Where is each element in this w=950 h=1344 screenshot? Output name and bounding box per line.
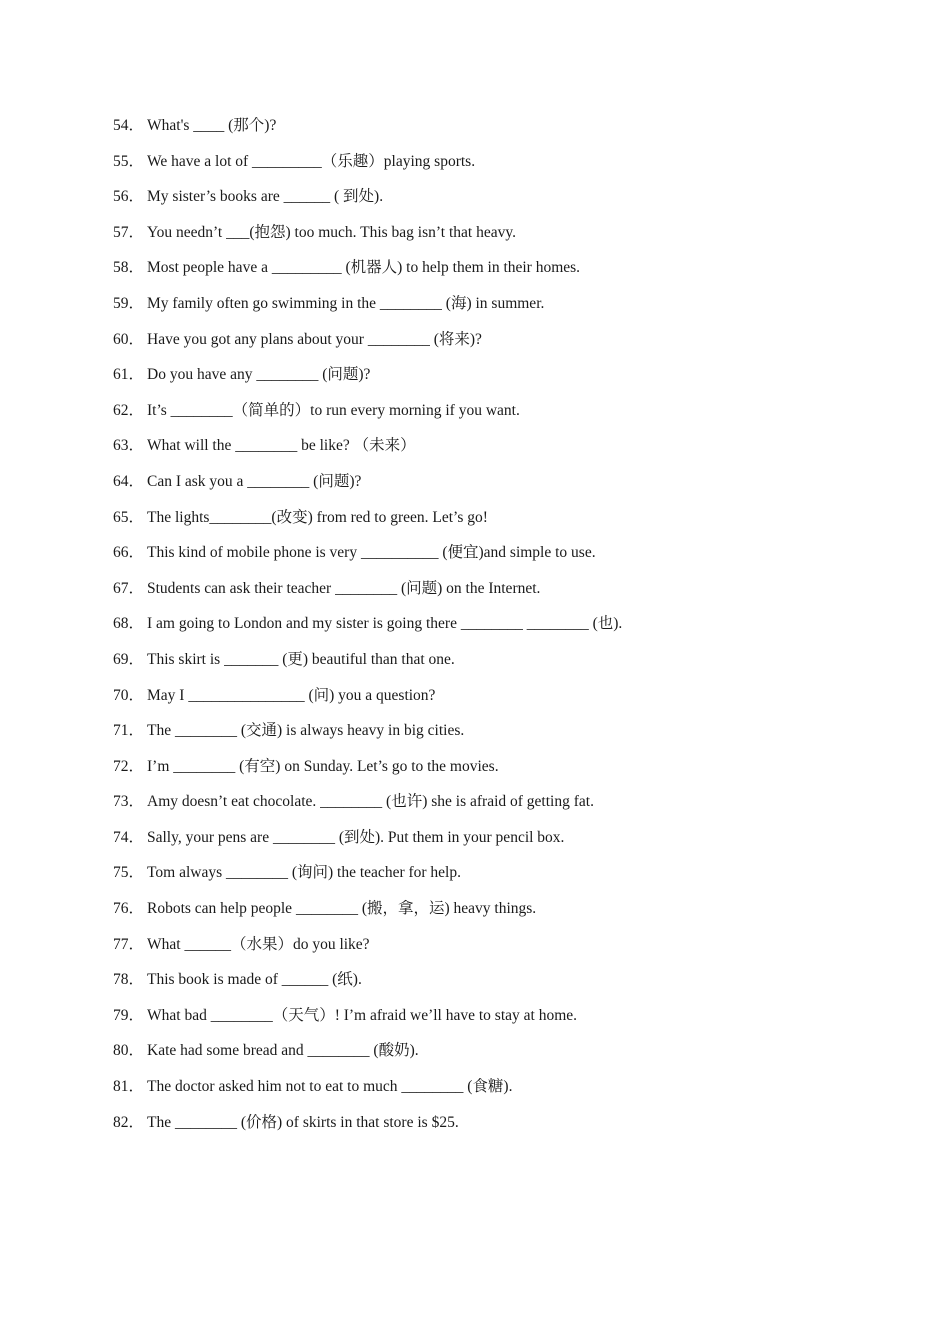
question-item: [113, 863, 893, 899]
question-item: [113, 1113, 893, 1149]
question-text: My family often go swimming in the ________ (海) in summer.: [147, 294, 545, 312]
question-number: 72．: [113, 757, 145, 775]
question-number: 57．: [113, 223, 145, 241]
question-item: [113, 614, 893, 650]
question-text: Students can ask their teacher ________ (问题) on the Internet.: [147, 579, 541, 597]
question-number: 66．: [113, 544, 145, 562]
question-item: [113, 401, 893, 437]
question-number: 77．: [113, 935, 145, 953]
question-text: This skirt is _______ (更) beautiful than that one.: [147, 650, 455, 668]
question-number: 65．: [113, 508, 145, 526]
question-number: 54．: [113, 117, 145, 134]
question-text: What's ____ (那个)?: [147, 117, 277, 134]
question-item: [113, 757, 893, 793]
question-text: The ________ (交通) is always heavy in big cities.: [147, 722, 465, 740]
question-item: [113, 686, 893, 722]
question-text: Robots can help people ________ (搬，拿，运) heavy things.: [147, 900, 537, 918]
question-item: [113, 1077, 893, 1113]
question-text: Can I ask you a ________ (问题)?: [147, 472, 362, 490]
question-item: [113, 330, 893, 366]
question-text: My sister’s books are ______ ( 到处).: [147, 188, 384, 206]
question-number: 79．: [113, 1006, 145, 1024]
question-number: 75．: [113, 864, 145, 882]
question-number: 82．: [113, 1113, 145, 1131]
question-item: [113, 828, 893, 864]
question-item: [113, 294, 893, 330]
question-item: [113, 152, 893, 188]
question-number: 76．: [113, 900, 145, 918]
question-number: 56．: [113, 188, 145, 206]
question-item: [113, 579, 893, 615]
question-text: Most people have a _________ (机器人) to help them in their homes.: [147, 259, 581, 277]
question-item: [113, 436, 893, 472]
question-number: 80．: [113, 1042, 145, 1060]
question-number: 70．: [113, 686, 145, 704]
question-item: [113, 543, 893, 579]
question-item: [113, 472, 893, 508]
question-item: [113, 365, 893, 401]
question-number: 68．: [113, 615, 145, 633]
question-number: 67．: [113, 579, 145, 597]
question-item: [113, 935, 893, 971]
question-item: [113, 187, 893, 223]
question-text: This kind of mobile phone is very __________ (便宜)and simple to use.: [147, 544, 596, 562]
question-text: Have you got any plans about your ________ (将来)?: [147, 330, 482, 348]
question-text: I’m ________ (有空) on Sunday. Let’s go to the movies.: [147, 757, 499, 775]
question-number: 58．: [113, 259, 145, 277]
question-text: This book is made of ______ (纸).: [147, 971, 362, 989]
question-item: [113, 721, 893, 757]
question-number: 55．: [113, 152, 145, 170]
question-number: 73．: [113, 793, 145, 811]
question-number: 60．: [113, 330, 145, 348]
question-text: I am going to London and my sister is going there ________ ________ (也).: [147, 615, 623, 633]
question-number: 81．: [113, 1078, 145, 1096]
question-text: Sally, your pens are ________ (到处). Put them in your pencil box.: [147, 828, 565, 846]
question-text: The lights________(改变) from red to green. Let’s go!: [147, 508, 488, 526]
question-item: [113, 116, 893, 152]
question-item: [113, 1041, 893, 1077]
question-item: [113, 899, 893, 935]
question-item: [113, 223, 893, 259]
question-number: 69．: [113, 650, 145, 668]
question-text: It’s ________（简单的）to run every morning if you want.: [147, 401, 520, 419]
question-item: [113, 970, 893, 1006]
question-number: 64．: [113, 472, 145, 490]
question-text: What will the ________ be like? （未来）: [147, 437, 416, 455]
question-text: Kate had some bread and ________ (酸奶).: [147, 1042, 419, 1060]
question-item: [113, 1006, 893, 1042]
question-number: 63．: [113, 437, 145, 455]
question-number: 61．: [113, 366, 145, 384]
question-number: 62．: [113, 401, 145, 419]
question-item: [113, 792, 893, 828]
question-text: What bad ________（天气）! I’m afraid we’ll have to stay at home.: [147, 1006, 578, 1024]
question-number: 78．: [113, 971, 145, 989]
question-text: The doctor asked him not to eat to much ________ (食糖).: [147, 1078, 513, 1096]
question-text: The ________ (价格) of skirts in that store is $25.: [147, 1113, 459, 1131]
question-number: 71．: [113, 722, 145, 740]
question-text: What ______（水果）do you like?: [147, 935, 370, 953]
question-item: [113, 508, 893, 544]
question-text: You needn’t ___(抱怨) too much. This bag isn’t that heavy.: [147, 223, 516, 241]
question-number: 74．: [113, 828, 145, 846]
question-text: Do you have any ________ (问题)?: [147, 366, 371, 384]
question-text: Amy doesn’t eat chocolate. ________ (也许) she is afraid of getting fat.: [147, 793, 594, 811]
question-list: [113, 116, 893, 1148]
question-text: May I _______________ (问) you a question?: [147, 686, 436, 704]
question-item: [113, 258, 893, 294]
question-number: 59．: [113, 294, 145, 312]
question-item: [113, 650, 893, 686]
question-text: Tom always ________ (询问) the teacher for help.: [147, 864, 461, 882]
question-text: We have a lot of _________（乐趣）playing sports.: [147, 152, 476, 170]
